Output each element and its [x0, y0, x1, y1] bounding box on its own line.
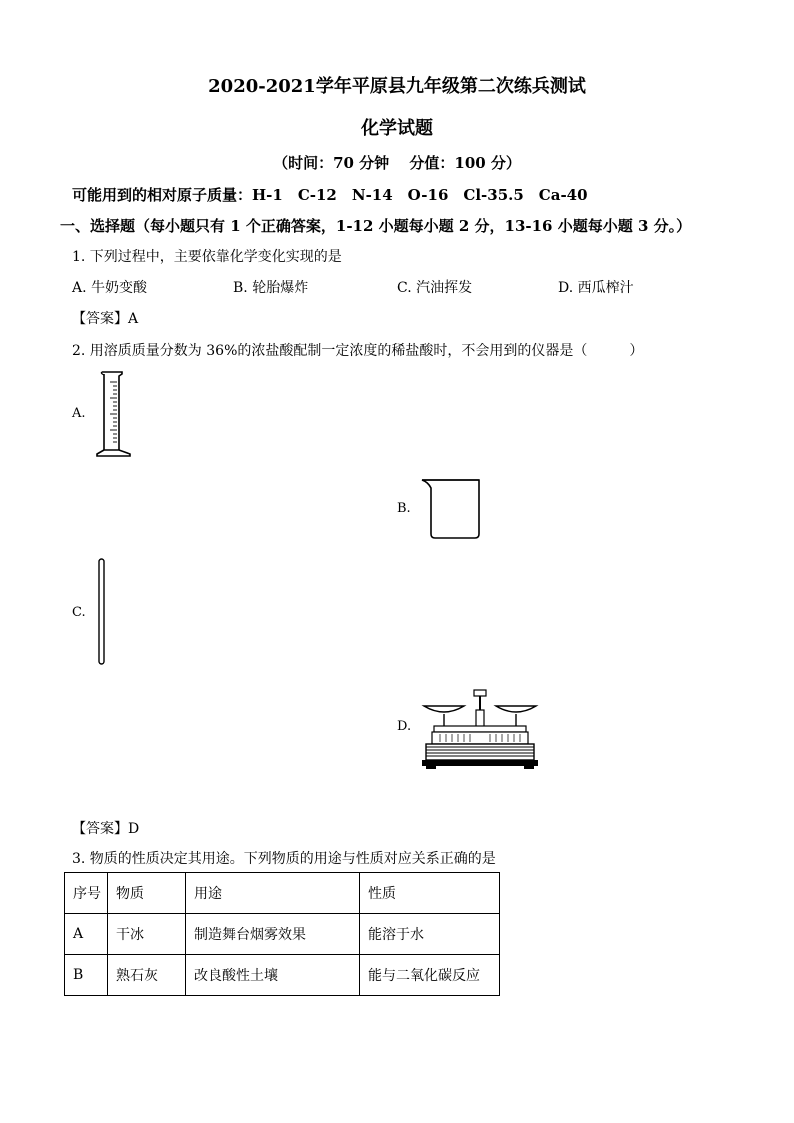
q3-stem: 3. 物质的性质决定其用途。下列物质的用途与性质对应关系正确的是 [72, 851, 496, 867]
q2-option-b-letter: B. [397, 501, 411, 516]
graduated-cylinder-icon [96, 370, 134, 458]
q1-stem: 1. 下列过程中，主要依靠化学变化实现的是 [72, 249, 342, 265]
section-heading: 一、选择题（每小题只有 1 个正确答案，1-12 小题每小题 2 分，13-16 小题每小题 3 分。） [60, 217, 692, 235]
table-cell: B [65, 955, 108, 996]
atomic-masses: 可能用到的相对原子质量：H-1 C-12 N-14 O-16 Cl-35.5 Ca-40 [72, 186, 588, 204]
table-cell: A [65, 914, 108, 955]
q1-option-a: A. 牛奶变酸 [72, 280, 148, 296]
table-header-cell: 序号 [65, 873, 108, 914]
table-cell: 能与二氧化碳反应 [360, 955, 500, 996]
table-cell: 熟石灰 [108, 955, 186, 996]
balance-scale-icon [420, 688, 544, 770]
q2-option-d-letter: D. [397, 719, 412, 734]
q1-option-d: D. 西瓜榨汁 [558, 280, 634, 296]
q1-answer [72, 308, 138, 328]
q2-answer-label: 【答案】 [72, 821, 128, 837]
exam-info: （时间：70 分钟 分值：100 分） [273, 154, 521, 172]
exam-subtitle: 化学试题 [361, 118, 433, 139]
table-row [65, 914, 500, 955]
beaker-icon [420, 476, 484, 542]
table-row [65, 955, 500, 996]
table-cell: 干冰 [108, 914, 186, 955]
q1-option-b: B. 轮胎爆炸 [233, 280, 309, 296]
table-header-cell: 用途 [186, 873, 360, 914]
q1-option-c: C. 汽油挥发 [397, 280, 473, 296]
q2-answer-value: D [128, 821, 140, 837]
q2-option-c-letter: C. [72, 605, 86, 620]
table-cell: 制造舞台烟雾效果 [186, 914, 360, 955]
table-header-cell: 性质 [360, 873, 500, 914]
q3-table [64, 872, 500, 996]
table-cell: 能溶于水 [360, 914, 500, 955]
table-cell: 改良酸性土壤 [186, 955, 360, 996]
glass-rod-icon [98, 558, 106, 666]
q1-answer-label: 【答案】 [72, 311, 128, 327]
table-header-row [65, 873, 500, 914]
q1-answer-value: A [128, 311, 139, 327]
q2-answer [72, 818, 139, 838]
exam-title: 2020-2021学年平原县九年级第二次练兵测试 [208, 76, 586, 97]
table-header-cell: 物质 [108, 873, 186, 914]
q2-stem: 2. 用溶质质量分数为 36%的浓盐酸配制一定浓度的稀盐酸时，不会用到的仪器是（ ） [72, 343, 644, 359]
q2-option-a-letter: A. [72, 406, 86, 421]
